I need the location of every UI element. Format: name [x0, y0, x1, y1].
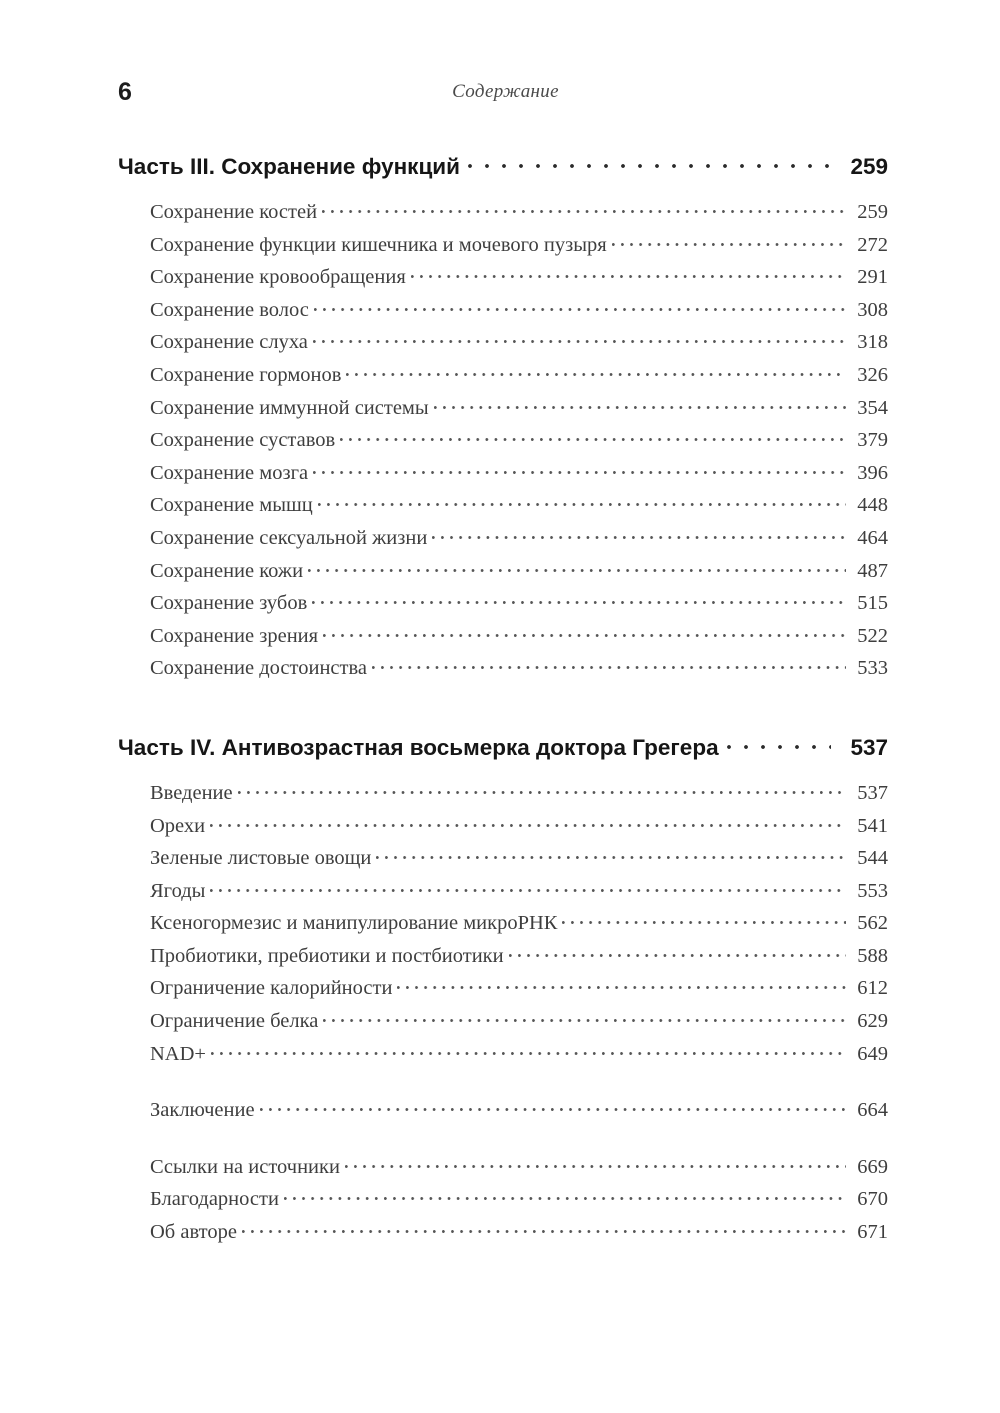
toc-entry-page: 515 [857, 592, 888, 615]
toc-entry-page: 522 [857, 624, 888, 647]
toc-entry-page: 259 [857, 201, 888, 223]
toc-entry-page: 588 [857, 944, 888, 967]
group-gap [118, 1070, 888, 1094]
toc-entry-title: Об авторе [150, 1221, 237, 1244]
toc-entry-page: 487 [857, 559, 888, 582]
toc-entry-title: Сохранение гормонов [150, 363, 342, 386]
toc-entry-title: Сохранение мозга [150, 461, 309, 484]
dot-leader [434, 394, 846, 414]
toc-entry[interactable] [150, 1183, 888, 1216]
dot-leader [314, 296, 846, 316]
table-of-contents [118, 152, 888, 1249]
dot-leader [210, 812, 846, 832]
dot-leader [313, 328, 846, 348]
toc-entry-title: Сохранение зрения [150, 624, 319, 647]
toc-entry-title: Зеленые листовые овощи [150, 847, 372, 870]
toc-entry-title: Сохранение кожи [150, 559, 304, 582]
toc-entry[interactable] [150, 587, 888, 620]
toc-entry[interactable] [150, 229, 888, 262]
toc-entry-title: Орехи [150, 814, 206, 837]
toc-entry-title: Сохранение зубов [150, 592, 308, 615]
dot-leader [318, 491, 846, 511]
toc-entry[interactable] [150, 907, 888, 940]
toc-entry[interactable] [150, 555, 888, 588]
toc-entry-page: 669 [857, 1155, 888, 1178]
toc-entry-page: 629 [857, 1010, 888, 1033]
toc-entry[interactable] [150, 424, 888, 457]
dot-leader [432, 524, 846, 544]
dot-leader [376, 844, 846, 864]
toc-entry[interactable] [150, 196, 888, 229]
toc-entry[interactable] [150, 842, 888, 875]
toc-entry-page: 664 [857, 1099, 888, 1122]
dot-leader [313, 459, 846, 479]
running-head [118, 78, 893, 112]
toc-entry-page: 612 [857, 977, 888, 1000]
heading-gap [118, 763, 888, 777]
dot-leader [284, 1185, 846, 1205]
toc-entry-page: 553 [857, 879, 888, 902]
dot-leader [340, 426, 846, 446]
toc-entry-page: 318 [857, 331, 888, 354]
toc-entry-title: Сохранение волос [150, 298, 309, 321]
part-heading-title: Часть IV. Антивозрастная восьмерка доктора Грегера [118, 734, 719, 760]
toc-entry-title: NAD+ [150, 1042, 206, 1065]
toc-entry[interactable] [150, 875, 888, 908]
part-heading-page: 537 [850, 734, 888, 760]
dot-leader [312, 589, 846, 609]
dot-leader [308, 557, 846, 577]
toc-entry-page: 379 [857, 429, 888, 452]
toc-entry-page: 671 [857, 1221, 888, 1244]
dot-leader [509, 942, 846, 962]
toc-entry[interactable] [150, 261, 888, 294]
toc-entry[interactable] [150, 940, 888, 973]
toc-entry-page: 544 [857, 847, 888, 870]
toc-entry[interactable] [150, 489, 888, 522]
toc-entry-page: 291 [857, 266, 888, 289]
heading-gap [118, 182, 888, 196]
page-folio-number: 6 [118, 78, 133, 106]
toc-entry-title: Сохранение кровообращения [150, 266, 406, 289]
toc-entry[interactable] [150, 810, 888, 843]
toc-entry-page: 541 [857, 814, 888, 837]
toc-entry[interactable] [150, 1216, 888, 1249]
dot-leader [211, 1040, 846, 1060]
dot-leader [323, 622, 846, 642]
dot-leader [612, 231, 846, 251]
toc-entry-title: Ягоды [150, 879, 206, 902]
toc-entry-page: 326 [857, 363, 888, 386]
dot-leader [345, 1153, 846, 1173]
toc-entry-title: Заключение [150, 1099, 255, 1122]
dot-leader [562, 909, 846, 929]
dot-leader [372, 654, 846, 674]
toc-entry-title: Благодарности [150, 1188, 279, 1211]
dot-leader [397, 974, 846, 994]
toc-entry-page: 396 [857, 461, 888, 484]
section-gap [118, 685, 888, 733]
toc-entry[interactable] [150, 522, 888, 555]
toc-entry-page: 272 [857, 233, 888, 256]
toc-entry-title: Пробиотики, пребиотики и постбиотики [150, 944, 504, 967]
toc-part-heading[interactable] [118, 152, 888, 182]
toc-entry[interactable] [150, 972, 888, 1005]
toc-entry-title: Введение [150, 781, 233, 804]
toc-entry[interactable] [150, 359, 888, 392]
dot-leader [260, 1096, 846, 1116]
dot-leader [322, 198, 846, 218]
toc-entry-title: Сохранение мышц [150, 494, 313, 517]
dot-leader [242, 1218, 846, 1238]
toc-entry-page: 562 [857, 912, 888, 935]
toc-entry[interactable] [150, 294, 888, 327]
dot-leader [210, 877, 846, 897]
toc-entry-title: Сохранение функции кишечника и мочевого пузыря [150, 233, 607, 256]
toc-entry-title: Ограничение калорийности [150, 977, 393, 1000]
toc-entry[interactable] [150, 1005, 888, 1038]
toc-entry[interactable] [150, 1151, 888, 1184]
dot-leader [346, 361, 846, 381]
dot-leader [727, 733, 831, 755]
toc-entry-page: 533 [857, 657, 888, 680]
toc-entry-title: Ограничение белка [150, 1010, 319, 1033]
toc-entry-title: Сохранение слуха [150, 331, 308, 354]
dot-leader [411, 263, 846, 283]
toc-entry-title: Сохранение сексуальной жизни [150, 526, 428, 549]
toc-part-heading[interactable] [118, 733, 888, 763]
group-gap [118, 1127, 888, 1151]
part-heading-page: 259 [850, 154, 888, 179]
toc-entry-page: 308 [857, 298, 888, 321]
toc-entry[interactable] [150, 777, 888, 810]
toc-entry[interactable] [150, 1038, 888, 1071]
toc-entry-title: Сохранение достоинства [150, 657, 367, 680]
running-head-title: Содержание [452, 81, 559, 102]
toc-entry[interactable] [150, 326, 888, 359]
dot-leader [238, 779, 846, 799]
toc-entry-title: Ссылки на источники [150, 1155, 340, 1178]
part-heading-title: Часть III. Сохранение функций [118, 154, 460, 179]
dot-leader [468, 152, 831, 174]
toc-entry-page: 464 [857, 526, 888, 549]
toc-entry[interactable] [150, 620, 888, 653]
toc-entry-page: 448 [857, 494, 888, 517]
toc-entry-title: Сохранение костей [150, 201, 318, 223]
toc-entry[interactable] [150, 1094, 888, 1127]
toc-entry-title: Ксеногормезис и манипулирование микроРНК [150, 912, 558, 935]
toc-entry-page: 649 [857, 1042, 888, 1065]
toc-entry-page: 537 [857, 781, 888, 804]
toc-entry[interactable] [150, 392, 888, 425]
dot-leader [323, 1007, 846, 1027]
toc-entry-page: 354 [857, 396, 888, 419]
toc-entry-title: Сохранение суставов [150, 429, 336, 452]
toc-entry[interactable] [150, 652, 888, 685]
toc-entry[interactable] [150, 457, 888, 490]
toc-entry-page: 670 [857, 1188, 888, 1211]
toc-entry-title: Сохранение иммунной системы [150, 396, 429, 419]
